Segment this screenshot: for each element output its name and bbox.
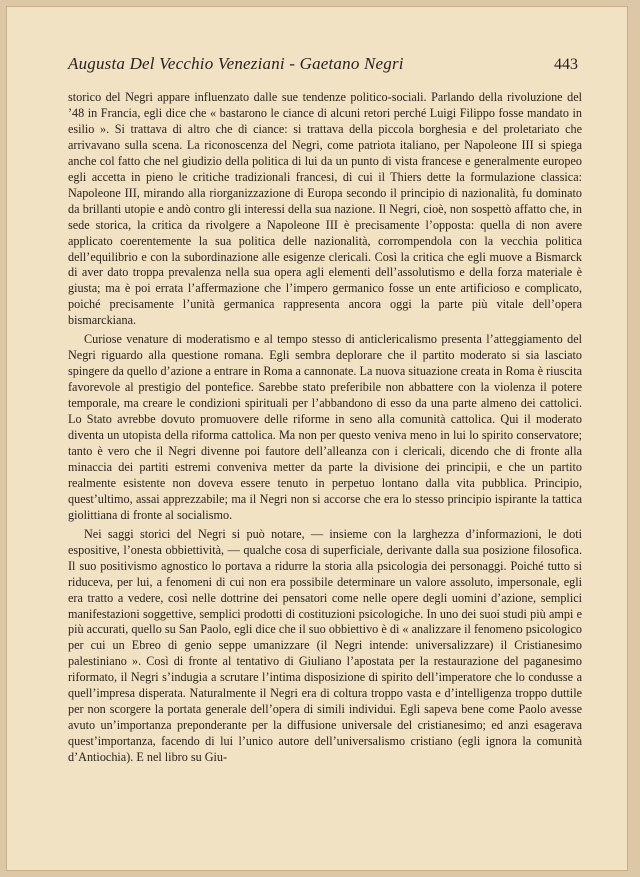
running-title: Augusta Del Vecchio Veneziani - Gaetano Negri [68,54,404,73]
page-number: 443 [554,56,578,73]
paragraph: Nei saggi storici del Negri si può notare, — insieme con la larghezza d’informazioni, le doti espositive, l’onesta obbiettività, — qualche cosa di superficiale, derivante dalla sua posizione filosofica. Il suo positivismo agnostico lo portava a ridurre la storia alla psicologia dei personaggi. Poiché tutto si riduceva, per lui, a fenomeni di cui non era possibile determinare un valore assoluto, impersonale, egli era tratto a vedere, così nelle dottrine dei pensatori come nelle opere degli uomini d’azione, semplici manifestazioni soggettive, semplici prodotti di costituzioni psicologiche. In uno dei suoi studi più ampi e più accurati, quello su San Paolo, egli dice che il suo obbiettivo è di « analizzare il fenomeno psicologico per cui un Ebreo di genio seppe umanizzare (il Negri intende: universalizzare) il Cristianesimo palestiniano ». Così di fronte al tentativo di Giuliano l’apostata per la restaurazione del paganesimo riformato, il Negri s’indugia a scrutare l’intima disposizione di spirito dell’imperatore che lo condusse a quell’impresa disperata. Naturalmente il Negri era di coltura troppo vasta e d’intelligenza troppo duttile per non scorgere la portata generale dell’opera di simili individui. Egli sapeva bene come Paolo avesse avuto un’importanza preponderante per la diffusione universale del cristianesimo; ed anzi esagerava quest’importanza, facendo di lui l’unico autore dell’universalismo cristiano (egli ignora la comunità d’Antiochia). E nel libro su Giu- [68,526,582,765]
paragraph: storico del Negri appare influenzato dalle sue tendenze politico-sociali. Parlando della rivoluzione del ’48 in Francia, egli dice che « bastarono le ciance di alcuni retori perché Luigi Filippo fosse mandato in esilio ». Si trattava di altro che di ciance: si trattava della piccola borghesia e del proletariato che arrivavano sulla scena. La riconoscenza del Negri, come patriota italiano, per Napoleone III si spiega anche col fatto che nel giudizio della politica di lui da un punto di vista francese e generalmente europeo egli accetta in pieno le critiche tradizionali francesi, di cui il Thiers dette la formulazione classica: Napoleone III, mirando alla riorganizzazione di Europa secondo il principio di nazionalità, fu dominato da brillanti utopie e andò contro gli interessi della sua nazione. Il Negri, cioè, non sospettò affatto che, in sede storica, la critica da rivolgere a Napoleone III è precisamente l’opposta: quella di non avere applicato coerentemente la sua politica delle nazionalità, corrompendola con la vecchia politica dell’equilibrio e con la subordinazione alle esigenze clericali. Così la critica che egli muove a Bismarck di aver dato troppa prevalenza nella sua opera agli elementi dell’assolutismo e della forza materiale è giusta; ma è poi errata l’affermazione che l’impero germanico fosse un ente artificioso e complicato, poiché precisamente l’unità germanica rappresenta ancora oggi la parte più vitale dell’opera bismarckiana. [68,90,582,328]
page-header [68,54,578,84]
paragraph: Curiose venature di moderatismo e al tempo stesso di anticlericalismo presenta l’atteggiamento del Negri riguardo alla questione romana. Egli sembra deplorare che il partito moderato si sia lasciato spingere da quello d’azione a entrare in Roma a cannonate. La nuova situazione creata in Roma è riuscita favorevole al prestigio del pontefice. Sarebbe stato preferibile non abbattere con la violenza il potere temporale, ma creare le condizioni spirituali per l’abbandono di esso da una parte almeno dei cattolici. Lo Stato avrebbe dovuto promuovere delle riforme in seno alla comunità cattolica. Qui il moderato diventa un utopista della riforma cattolica. Ma non per questo veniva meno in lui lo spirito conservatore; tanto è vero che il Negri divenne poi fautore dell’alleanza con i clericali, dicendo che di fronte alla minaccia dei partiti estremi conveniva metter da parte la divisione dei principii, e che un partito realmente esistente non doveva essere tenuto in perpetuo lontano dalla vita pubblica. Principio, quest’ultimo, assai apprezzabile; ma il Negri non si accorse che era lo stesso principio ispirante la tattica giolittiana di fronte al socialismo. [68,332,582,522]
book-page [6,6,628,871]
body-text [68,90,582,769]
